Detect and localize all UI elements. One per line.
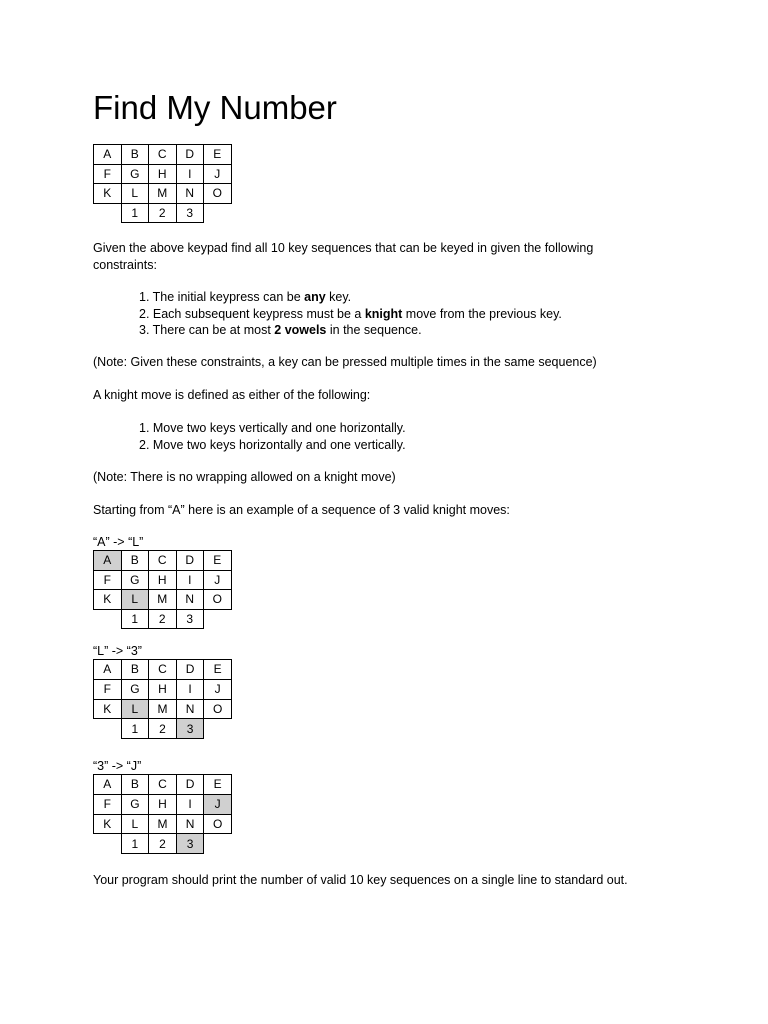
- keypad-row: [94, 794, 232, 814]
- key-g: G: [121, 679, 149, 699]
- key-2: 2: [149, 203, 177, 223]
- key-h: H: [149, 794, 177, 814]
- key-k: K: [94, 184, 122, 204]
- key-3: 3: [176, 609, 204, 629]
- keypad-row: [94, 834, 232, 854]
- key-k: K: [94, 590, 122, 610]
- key-1: 1: [121, 719, 149, 739]
- key-f: F: [94, 164, 122, 184]
- key-g: G: [121, 164, 149, 184]
- constraint-emphasis: 2 vowels: [274, 323, 327, 337]
- key-j: J: [204, 679, 232, 699]
- constraints-list: [139, 289, 562, 339]
- key-3-highlighted: 3: [176, 834, 204, 854]
- keypad-row: [94, 145, 232, 165]
- keypad-row: [94, 679, 232, 699]
- constraint-text: move from the previous key.: [402, 306, 562, 321]
- move-item: 1. Move two keys vertically and one horizontally.: [139, 421, 406, 435]
- intro-text: Given the above keypad find all 10 key sequences that can be keyed in given the following constraints:: [93, 241, 594, 272]
- constraint-text: 1. The initial keypress can be: [139, 290, 305, 304]
- key-a: A: [94, 145, 122, 165]
- key-e: E: [204, 551, 232, 571]
- key-d: D: [176, 551, 204, 571]
- keypad-row: [94, 184, 232, 204]
- outro-text: Your program should print the number of valid 10 key sequences on a single line to standard out.: [93, 873, 628, 887]
- example-caption: “3” -> “J”: [93, 759, 142, 773]
- key-o: O: [204, 699, 232, 719]
- key-b: B: [121, 660, 149, 680]
- key-i: I: [176, 794, 204, 814]
- key-1: 1: [121, 834, 149, 854]
- example-keypad-2: [93, 659, 232, 739]
- key-b: B: [121, 551, 149, 571]
- key-m: M: [149, 699, 177, 719]
- key-e: E: [204, 660, 232, 680]
- main-keypad: [93, 144, 232, 223]
- key-2: 2: [149, 609, 177, 629]
- constraint-emphasis: any: [304, 290, 326, 304]
- constraint-text: in the sequence.: [326, 323, 422, 337]
- key-f: F: [94, 570, 122, 590]
- key-c: C: [149, 551, 177, 571]
- moves-list: [139, 420, 406, 453]
- keypad-row: [94, 814, 232, 834]
- empty-cell: [204, 719, 232, 739]
- key-e: E: [204, 145, 232, 165]
- key-b: B: [121, 775, 149, 795]
- constraint-item: [139, 289, 562, 306]
- key-c: C: [149, 660, 177, 680]
- key-n: N: [176, 590, 204, 610]
- key-1: 1: [121, 609, 149, 629]
- example-keypad-1: [93, 550, 232, 629]
- key-a: A: [94, 775, 122, 795]
- key-e: E: [204, 775, 232, 795]
- key-i: I: [176, 570, 204, 590]
- key-h: H: [149, 570, 177, 590]
- key-o: O: [204, 590, 232, 610]
- key-d: D: [176, 775, 204, 795]
- constraint-text: key.: [325, 290, 352, 304]
- key-m: M: [149, 184, 177, 204]
- key-k: K: [94, 699, 122, 719]
- key-g: G: [121, 570, 149, 590]
- move-item: 2. Move two keys horizontally and one vertically.: [139, 437, 406, 452]
- constraint-emphasis: knight: [364, 306, 403, 321]
- empty-cell: [204, 609, 232, 629]
- key-f: F: [94, 679, 122, 699]
- knight-definition: A knight move is defined as either of the following:: [93, 388, 371, 402]
- key-i: I: [176, 164, 204, 184]
- key-3: 3: [176, 203, 204, 223]
- key-o: O: [204, 814, 232, 834]
- empty-cell: [204, 203, 232, 223]
- key-l: L: [121, 184, 149, 204]
- keypad-row: [94, 609, 232, 629]
- keypad-row: [94, 164, 232, 184]
- keypad-row: [94, 660, 232, 680]
- empty-cell: [204, 834, 232, 854]
- key-j: J: [204, 164, 232, 184]
- key-f: F: [94, 794, 122, 814]
- key-n: N: [176, 814, 204, 834]
- example-keypad-3: [93, 774, 232, 854]
- key-c: C: [149, 145, 177, 165]
- example-caption: “A” -> “L”: [93, 535, 144, 549]
- empty-cell: [94, 203, 122, 223]
- key-i: I: [176, 679, 204, 699]
- key-j: J: [204, 570, 232, 590]
- key-3-highlighted: 3: [176, 719, 204, 739]
- example-intro: Starting from “A” here is an example of a sequence of 3 valid knight moves:: [93, 503, 510, 517]
- keypad-row: [94, 203, 232, 223]
- note-repeat: (Note: Given these constraints, a key can be pressed multiple times in the same sequence): [93, 355, 597, 369]
- example-caption: “L” -> “3”: [93, 644, 142, 658]
- note-wrapping: (Note: There is no wrapping allowed on a knight move): [93, 470, 396, 484]
- keypad-row: [94, 699, 232, 719]
- empty-cell: [94, 834, 122, 854]
- key-c: C: [149, 775, 177, 795]
- keypad-row: [94, 590, 232, 610]
- key-h: H: [149, 164, 177, 184]
- key-b: B: [121, 145, 149, 165]
- key-m: M: [149, 814, 177, 834]
- page-title: Find My Number: [93, 89, 337, 126]
- keypad-row: [94, 570, 232, 590]
- key-j-highlighted: J: [204, 794, 232, 814]
- key-d: D: [176, 145, 204, 165]
- constraint-item: [139, 322, 562, 339]
- key-m: M: [149, 590, 177, 610]
- key-l: L: [121, 814, 149, 834]
- key-l-highlighted: L: [121, 590, 149, 610]
- key-l-highlighted: L: [121, 699, 149, 719]
- key-h: H: [149, 679, 177, 699]
- key-1: 1: [121, 203, 149, 223]
- keypad-row: [94, 719, 232, 739]
- constraint-item: [139, 306, 562, 323]
- key-g: G: [121, 794, 149, 814]
- key-2: 2: [149, 834, 177, 854]
- key-a: A: [94, 660, 122, 680]
- keypad-row: [94, 551, 232, 571]
- empty-cell: [94, 719, 122, 739]
- key-o: O: [204, 184, 232, 204]
- constraint-text: 2. Each subsequent keypress must be a: [139, 306, 365, 321]
- key-d: D: [176, 660, 204, 680]
- key-a-highlighted: A: [94, 551, 122, 571]
- constraint-text: 3. There can be at most: [139, 323, 275, 337]
- key-2: 2: [149, 719, 177, 739]
- key-k: K: [94, 814, 122, 834]
- keypad-row: [94, 775, 232, 795]
- key-n: N: [176, 699, 204, 719]
- key-n: N: [176, 184, 204, 204]
- empty-cell: [94, 609, 122, 629]
